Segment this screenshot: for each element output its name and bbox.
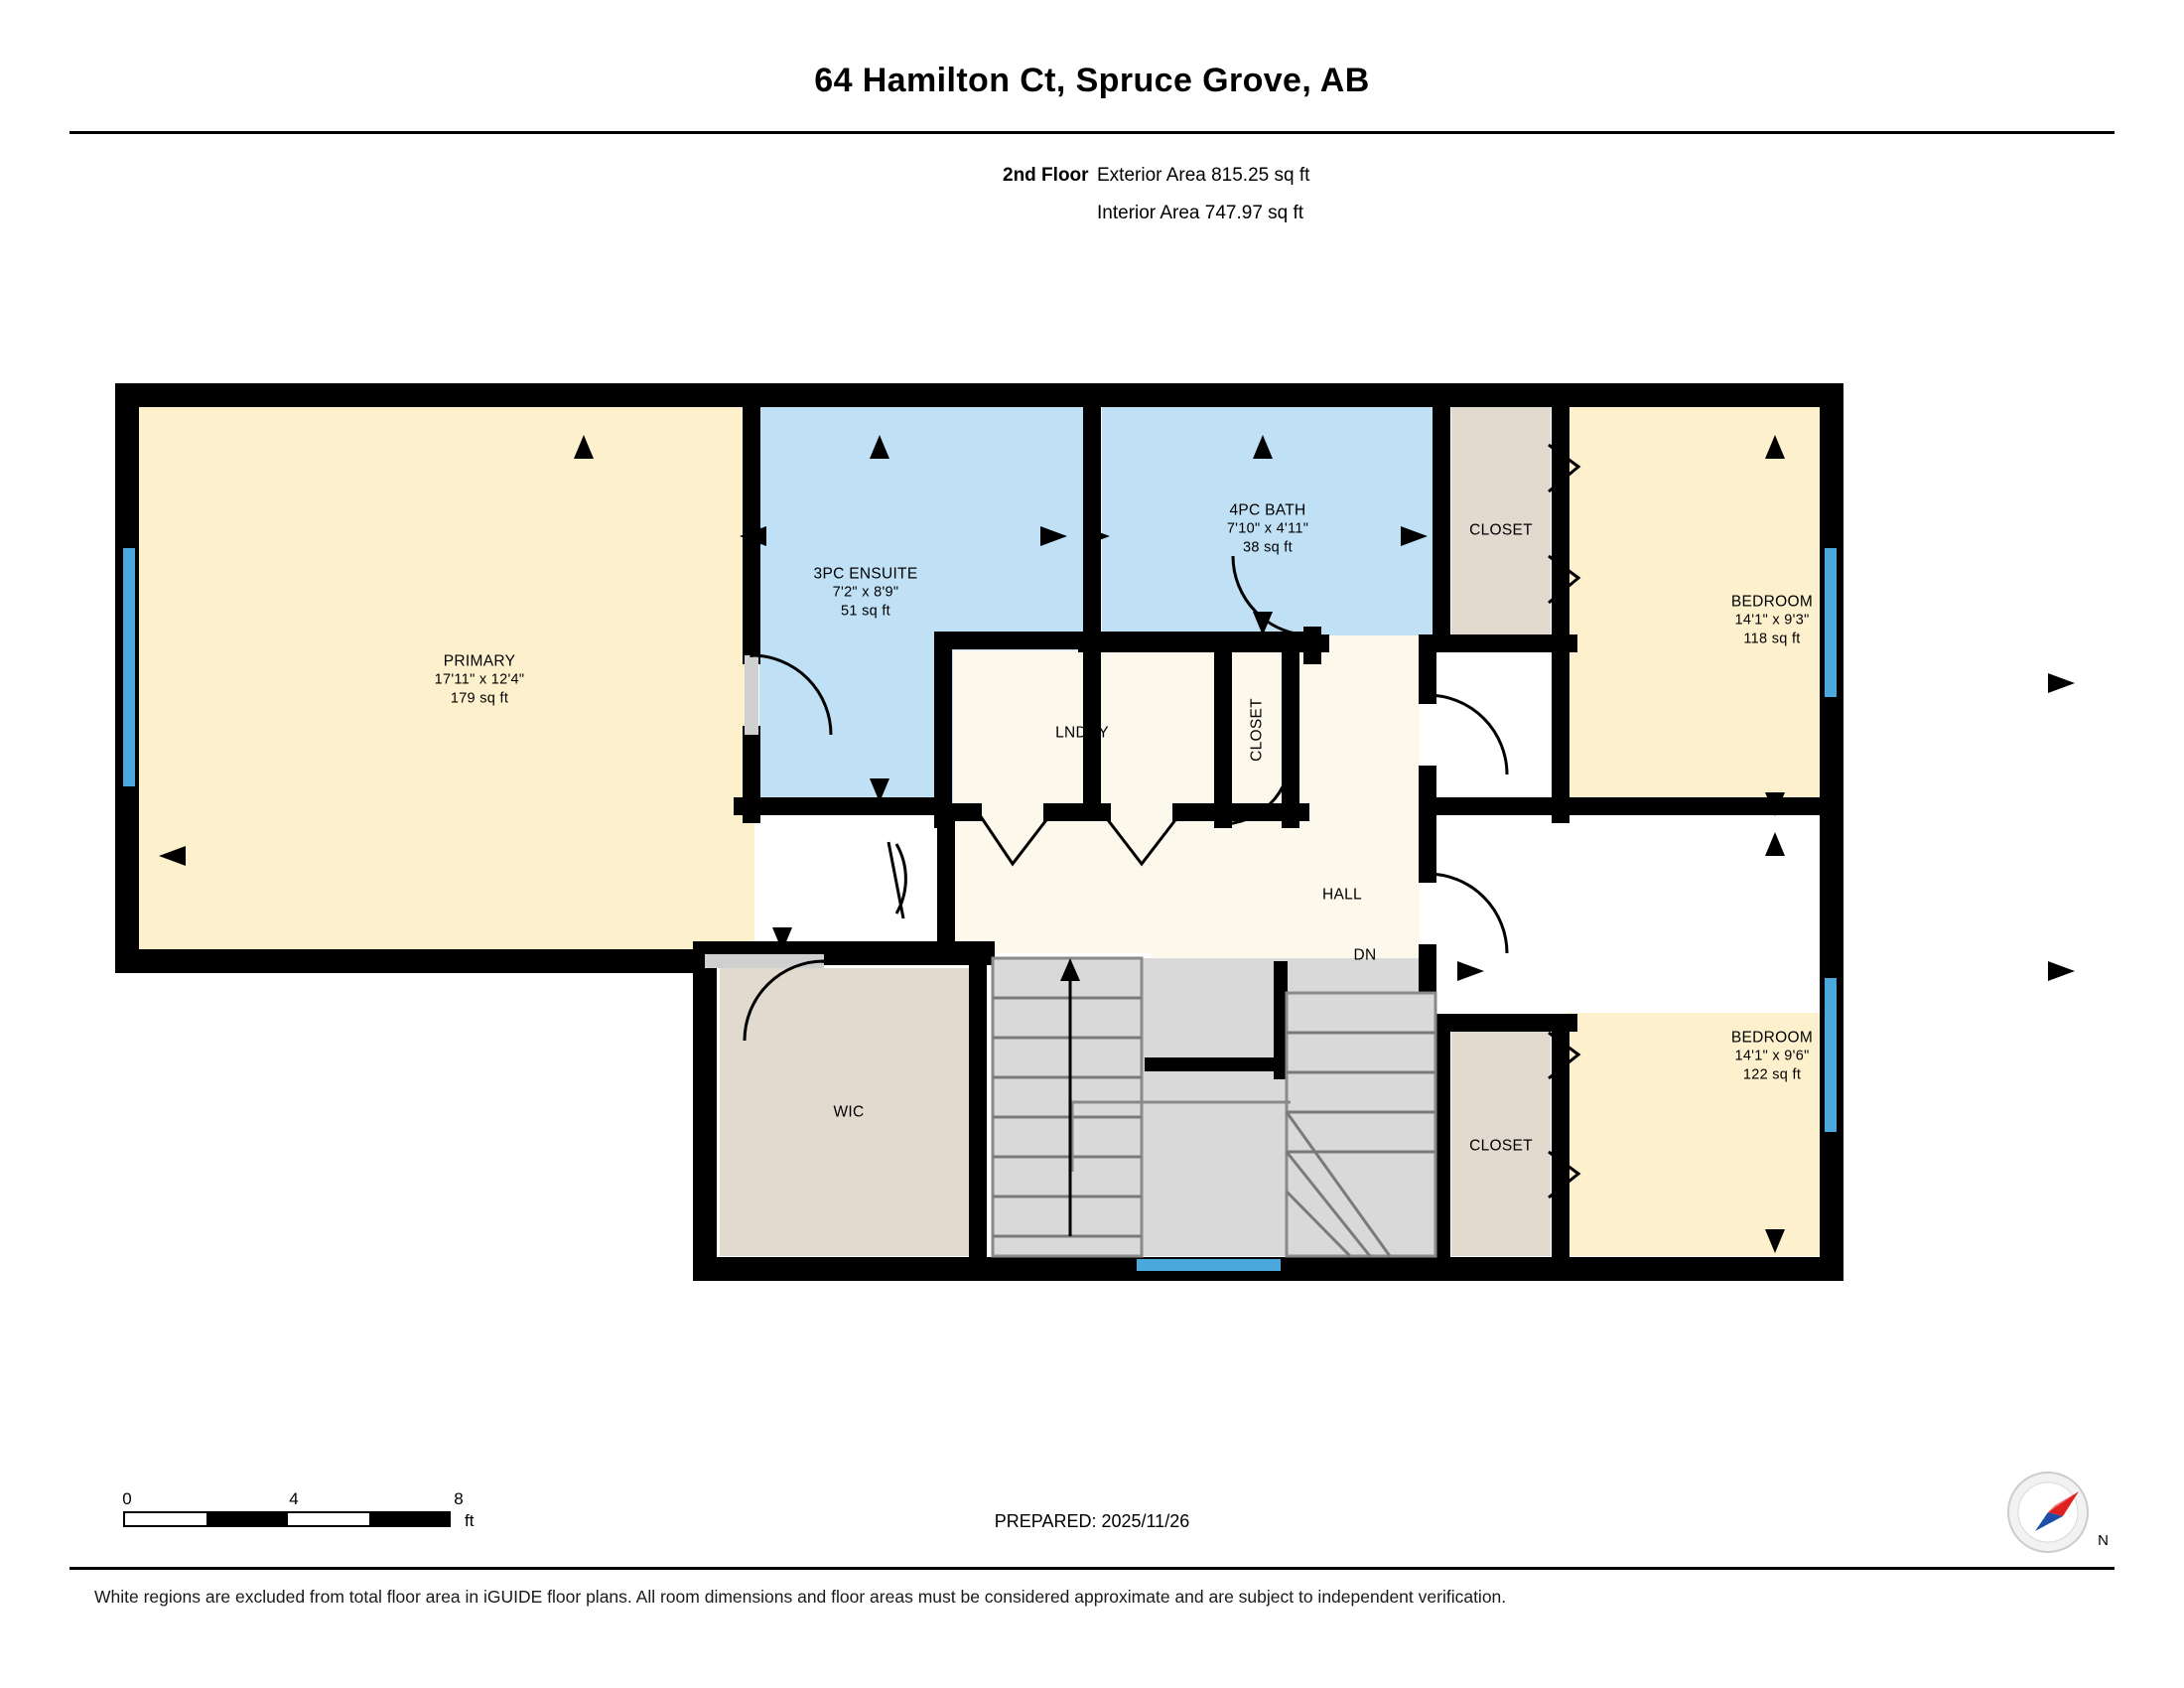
compass-rose [2005,1470,2109,1555]
prepared-date: PREPARED: 2025/11/26 [994,1511,1190,1531]
footer-divider [69,1567,2115,1570]
room-label-closet-laundry: CLOSET [1248,698,1266,762]
room-label-closet-upper: CLOSET [1469,521,1533,539]
interior-area-text: Interior Area 747.97 sq ft [1097,203,1304,223]
scale-tick-0: 0 [122,1489,132,1508]
scale-unit: ft [465,1511,475,1530]
window-bottom-stairs [1137,1259,1281,1271]
compass-north-label: N [2098,1532,2109,1549]
scale-ticks [122,1489,464,1511]
disclaimer-text: White regions are excluded from total floor area in iGUIDE floor plans. All room dimensions and floor areas must be considered approximate and are subject to independent verification. [94,1587,1507,1607]
room-label-ensuite: 3PC ENSUITE 7'2" x 8'9" 51 sq ft [813,565,918,620]
exterior-area-text: Exterior Area 815.25 sq ft [1097,165,1310,186]
room-label-primary: PRIMARY 17'11" x 12'4" 179 sq ft [434,652,525,707]
room-label-hall: HALL [1322,886,1362,904]
room-label-bedroom-lower: BEDROOM 14'1" x 9'6" 122 sq ft [1730,1029,1814,1083]
floor-label: 2nd Floor [1003,165,1089,186]
scale-tick-4: 4 [289,1489,299,1508]
page-title: 64 Hamilton Ct, Spruce Grove, AB [814,62,1370,99]
room-label-bedroom-upper: BEDROOM 14'1" x 9'3" 118 sq ft [1730,593,1814,647]
room-label-closet-lower: CLOSET [1469,1137,1533,1155]
room-label-laundry: LNDRY [1055,724,1109,742]
room-label-dn: DN [1353,946,1377,964]
room-label-bath: 4PC BATH 7'10" x 4'11" 38 sq ft [1226,501,1309,556]
room-label-wic: WIC [833,1103,865,1121]
window-right-upper [1825,548,1837,697]
scale-tick-8: 8 [454,1489,464,1508]
window-left-primary [123,548,135,786]
window-right-lower [1825,978,1837,1132]
